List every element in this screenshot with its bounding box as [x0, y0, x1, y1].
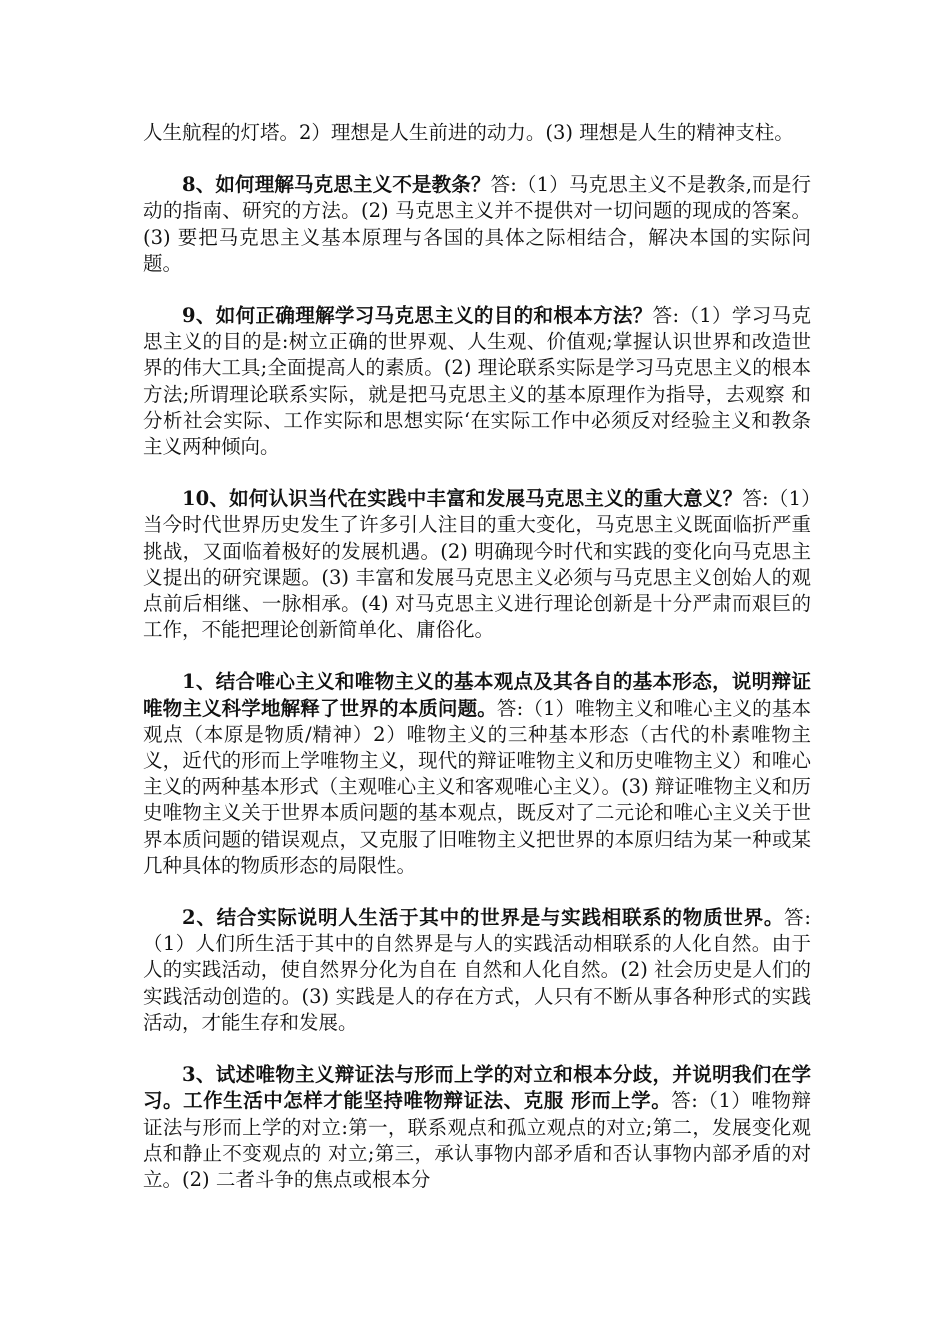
question-heading: 3、试述唯物主义辩证法与形而上学的对立和根本分歧，并说明我们在学习。工作生活中怎样才能坚持唯物辩证法、克服 形而上学。	[143, 1063, 811, 1113]
paragraph-q3	[143, 1062, 811, 1193]
question-heading: 2、结合实际说明人生活于其中的世界是与实践相联系的物质世界。	[182, 906, 785, 930]
paragraph-q2	[143, 905, 811, 1036]
paragraph-q9	[143, 303, 811, 460]
question-heading: 1、结合唯心主义和唯物主义的基本观点及其各自的基本形态，说明辩证唯物主义科学地解释了世界的本质问题。	[143, 670, 811, 720]
answer-text: 答:（1）唯物辩证法与形而上学的对立:第一，联系观点和孤立观点的对立;第二，发展变化观点和静止不变观点的 对立;第三，承认事物内部矛盾和否认事物内部矛盾的对立。(2) 二者斗争的焦点或根本分	[143, 1089, 811, 1191]
answer-text: 答:（1）马克思主义不是教条,而是行动的指南、研究的方法。(2) 马克思主义并不提供对一切问题的现成的答案。(3) 要把马克思主义基本原理与各国的具体之际相结合，解决本国的实际问题。	[143, 173, 811, 275]
answer-text: 答:（1）人们所生活于其中的自然界是与人的实践活动相联系的人化自然。由于人的实践活动，使自然界分化为自在 自然和人化自然。(2) 社会历史是人们的实践活动创造的。(3) 实践是人的存在方式，人只有不断从事各种形式的实践活动，才能生存和发展。	[143, 906, 811, 1034]
paragraph-q1	[143, 669, 811, 879]
question-heading: 9、如何正确理解学习马克思主义的目的和根本方法？	[182, 304, 653, 328]
question-heading: 8、如何理解马克思主义不是教条？	[182, 173, 491, 197]
answer-text: 答:（1）唯物主义和唯心主义的基本观点（本原是物质/精神）2）唯物主义的三种基本形态（古代的朴素唯物主义，近代的形而上学唯物主义，现代的辩证唯物主义和历史唯物主义）和唯心主义的两种基本形式（主观唯心主义和客观唯心主义）。(3) 辩证唯物主义和历史唯物主义关于世界本质问题的基本观点，既反对了二元论和唯心主义关于世界本质问题的错误观点，又克服了旧唯物主义把世界的本原归结为某一种或某几种具体的物质形态的局限性。	[143, 696, 811, 877]
paragraph-q8	[143, 172, 811, 277]
document-page	[143, 120, 811, 1219]
paragraph-continuation	[143, 120, 811, 146]
paragraph-q10	[143, 486, 811, 643]
answer-text: 答:（1）学习马克思主义的目的是:树立正确的世界观、人生观、价值观;掌握认识世界和改造世界的伟大工具;全面提高人的素质。(2) 理论联系实际是学习马克思主义的根本方法;所谓理论联系实际，就是把马克思主义的基本原理作为指导，去观察 和分析社会实际、工作实际和思想实际‘在实际工作中必须反对经验主义和教条主义两种倾向。	[143, 304, 811, 459]
answer-text: 人生航程的灯塔。2）理想是人生前进的动力。(3) 理想是人生的精神支柱。	[143, 121, 794, 144]
answer-text: 答:（1）当今时代世界历史发生了许多引人注目的重大变化，马克思主义既面临折严重挑战，又面临着极好的发展机遇。(2) 明确现今时代和实践的变化向马克思主义提出的研究课题。(3) 丰富和发展马克思主义必须与马克思主义创始人的观点前后相继、一脉相承。(4) 对马克思主义进行理论创新是十分严肃而艰巨的工作，不能把理论创新简单化、庸俗化。	[143, 487, 811, 642]
question-heading: 10、如何认识当代在实践中丰富和发展马克思主义的重大意义？	[182, 487, 743, 511]
